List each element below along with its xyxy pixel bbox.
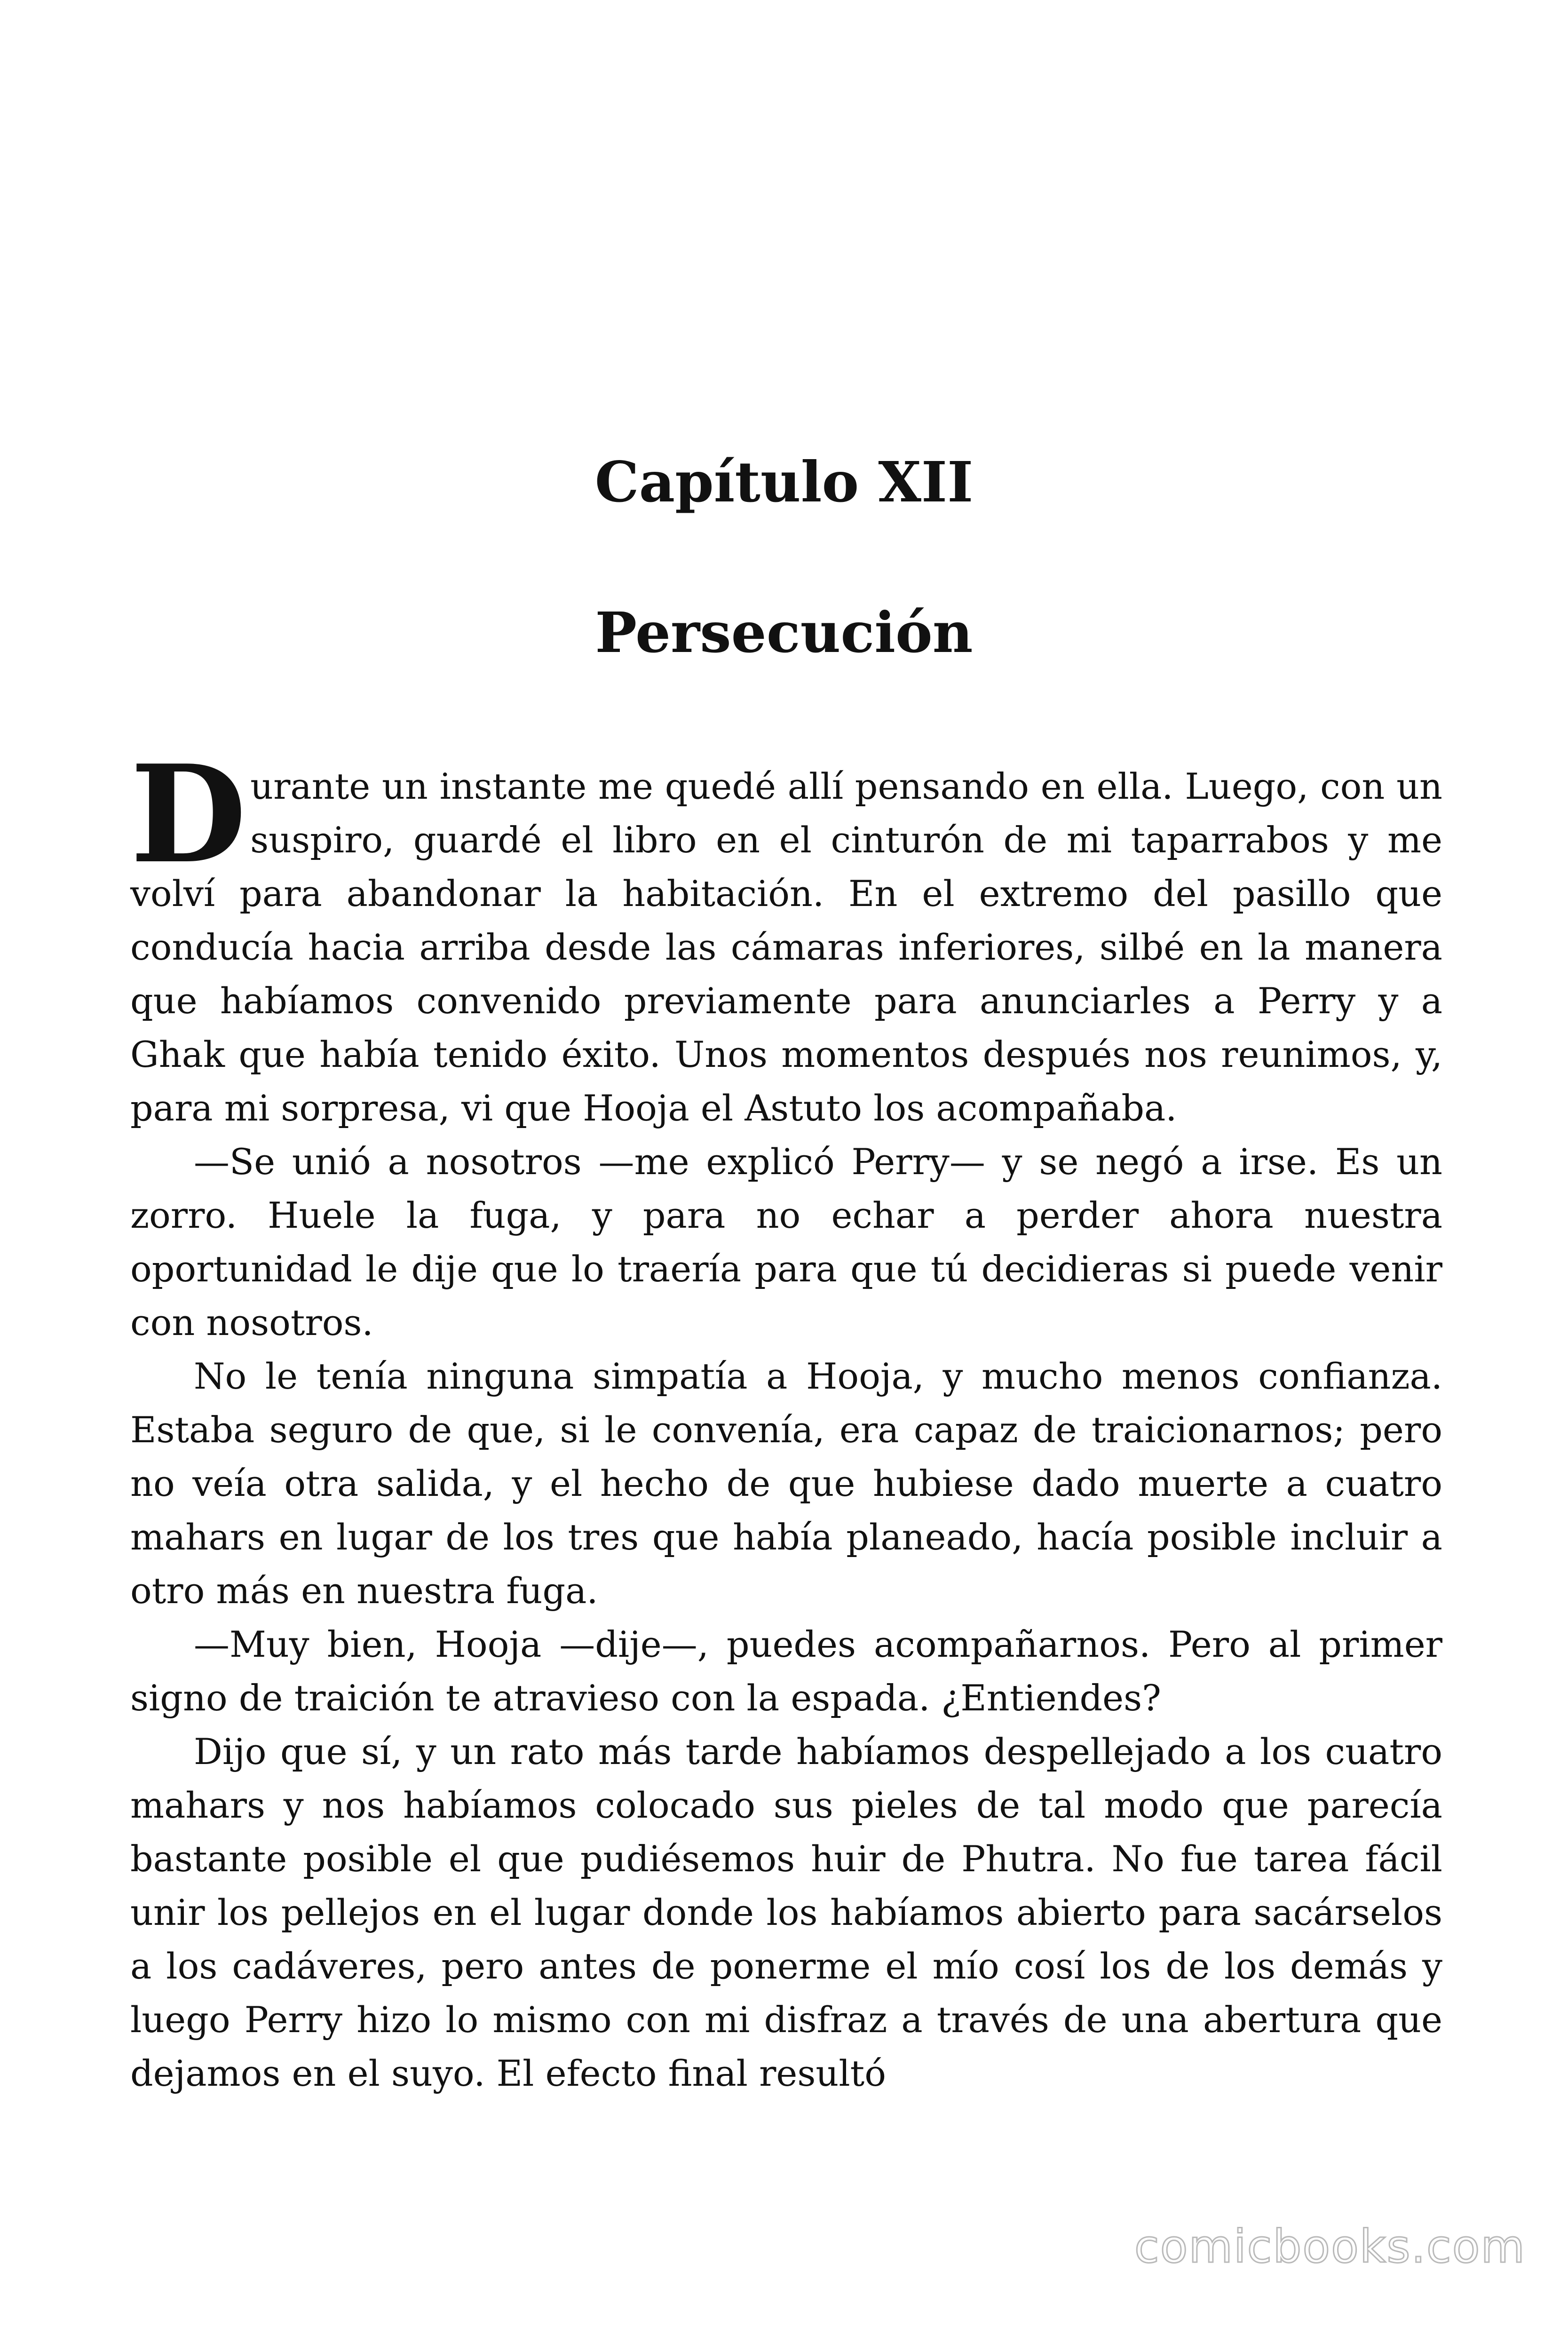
watermark: comicbooks.com bbox=[1134, 2220, 1526, 2273]
chapter-body bbox=[130, 736, 1442, 2100]
paragraph-4: —Muy bien, Hooja —dije—, puedes acompañarnos. Pero al primer signo de traición te atravieso con la espada. ¿Entiendes? bbox=[130, 1623, 1442, 1719]
paragraph-2: —Se unió a nosotros —me explicó Perry— y se negó a irse. Es un zorro. Huele la fuga, y para no echar a perder ahora nuestra oportunidad le dije que lo traería para que tú decidieras si puede venir con nosotros. bbox=[130, 1141, 1442, 1343]
paragraph-5: Dijo que sí, y un rato más tarde habíamos despellejado a los cuatro mahars y nos habíamos colocado sus pieles de tal modo que parecía bastante posible el que pudiésemos huir de Phutra. No fue tarea fácil unir los pellejos en el lugar donde los habíamos abierto para sacárselos a los cadáveres, pero antes de ponerme el mío cosí los de los demás y luego Perry hizo lo mismo con mi disfraz a través de una abertura que dejamos en el suyo. El efecto final resultó bbox=[130, 1731, 1442, 2094]
drop-cap: D bbox=[130, 736, 247, 893]
paragraph-3: No le tenía ninguna simpatía a Hooja, y mucho menos confianza. Estaba seguro de que, si le convenía, era capaz de traicionarnos; pero no veía otra salida, y el hecho de que hubiese dado muerte a cuatro mahars en lugar de los tres que había planeado, hacía posible incluir a otro más en nuestra fuga. bbox=[130, 1355, 1442, 1612]
paragraph-1-text: urante un instante me quedé allí pensando en ella. Luego, con un suspiro, guardé el libro en el cinturón de mi taparrabos y me volví para abandonar la habitación. En el extremo del pasillo que conducía hacia arriba desde las cámaras inferiores, silbé en la manera que habíamos convenido previamente para anunciarles a Perry y a Ghak que había tenido éxito. Unos momentos después nos reunimos, y, para mi sorpresa, vi que Hooja el Astuto los acompañaba. bbox=[130, 765, 1442, 1129]
chapter-title: Persecución bbox=[595, 600, 973, 665]
chapter-number: Capítulo XII bbox=[594, 449, 974, 515]
paragraph-1 bbox=[130, 736, 1442, 1135]
